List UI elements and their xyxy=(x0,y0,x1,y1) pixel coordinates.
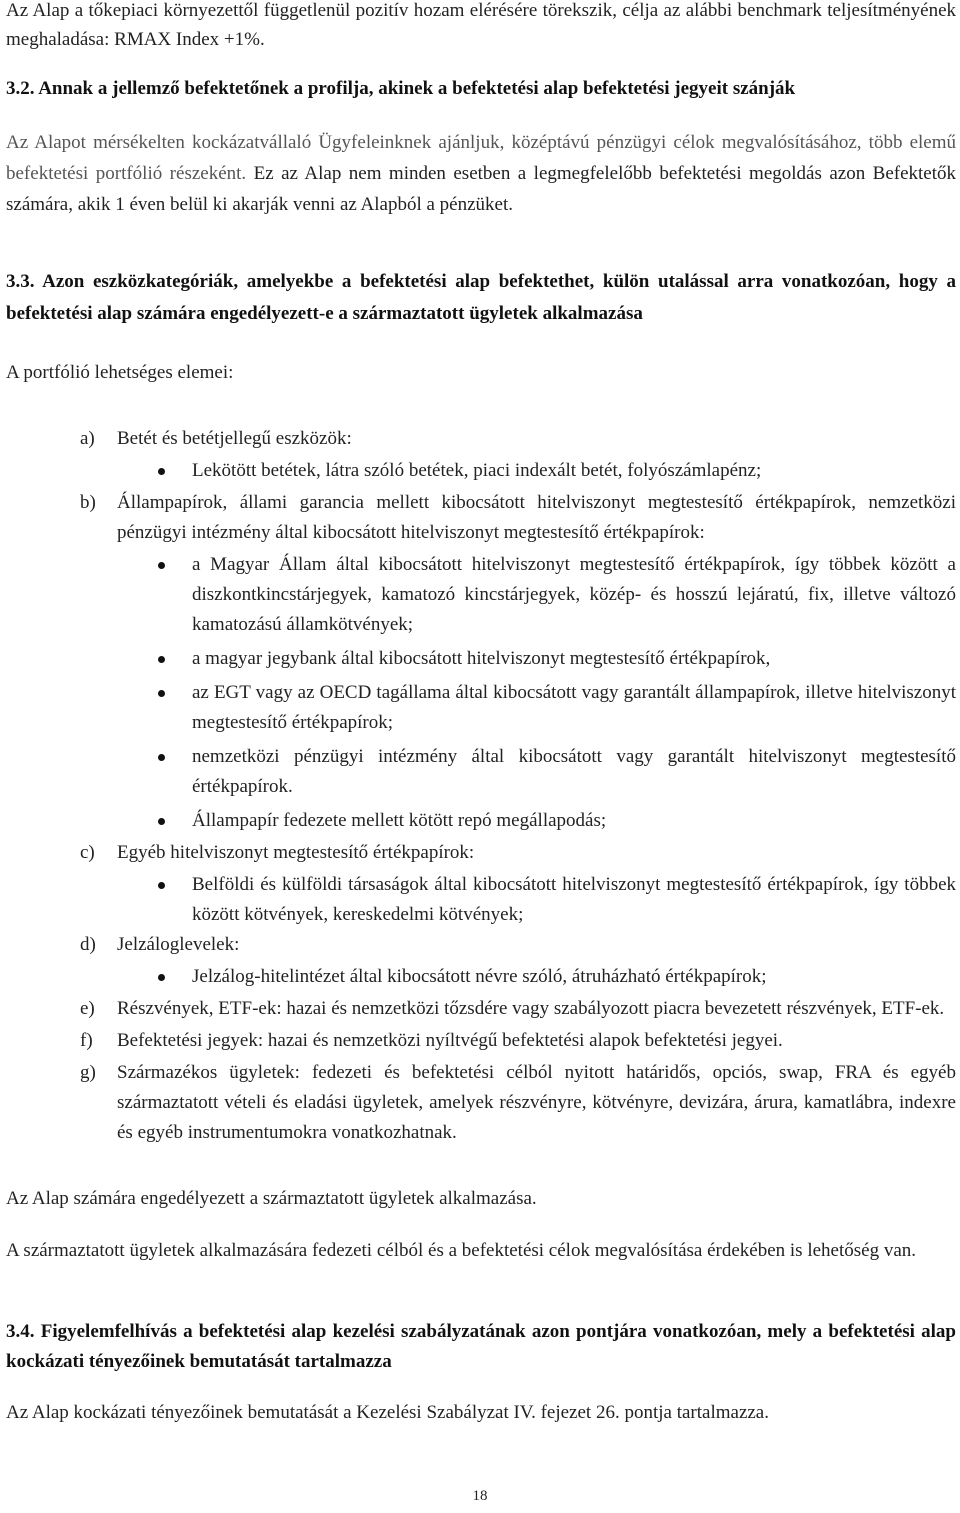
list-item-b xyxy=(6,488,956,548)
list-item-e xyxy=(6,994,956,1024)
list-item-text: Jelzáloglevelek: xyxy=(117,934,240,955)
list-item-d xyxy=(6,930,956,960)
section-3-2-heading: 3.2. Annak a jellemző befektetőnek a profilja, akinek a befektetési alap befektetési jegyeit szánják xyxy=(6,78,796,99)
bullet-text: nemzetközi pénzügyi intézmény által kibocsátott vagy garantált hitelviszonyt megtestesítő értékpapírok. xyxy=(192,746,956,797)
bullet-item xyxy=(6,806,956,836)
list-item-a xyxy=(6,424,956,454)
section-3-3-lead: A portfólió lehetséges elemei: xyxy=(6,362,234,383)
bullet-list-a xyxy=(6,456,956,486)
bullet-item xyxy=(6,870,956,930)
intro-paragraph: Az Alap a tőkepiaci környezettől függetlenül pozitív hozam elérésére törekszik, célja az alábbi benchmark teljesítményének meghaladása: RMAX Index +1%. xyxy=(6,0,956,50)
asset-category-list xyxy=(6,424,956,1148)
bullet-item xyxy=(6,962,956,992)
bullet-item xyxy=(6,644,956,674)
section-3-4-body: Az Alap kockázati tényezőinek bemutatását a Kezelési Szabályzat IV. fejezet 26. pontja tartalmazza. xyxy=(6,1402,769,1423)
list-item-c xyxy=(6,838,956,868)
bullet-text: a Magyar Állam által kibocsátott hitelviszonyt megtestesítő értékpapírok, így többek között a diszkontkincstárjegyek, kamatozó kincstárjegyek, közép- és hosszú lejáratú, fix, illetve változó kamatozású államkötvények; xyxy=(192,554,956,635)
bullet-text: Állampapír fedezete mellett kötött repó megállapodás; xyxy=(192,810,607,831)
list-item-text: Állampapírok, állami garancia mellett kibocsátott hitelviszonyt megtestesítő értékpapírok, nemzetközi pénzügyi intézmény által kibocsátott hitelviszonyt megtestesítő értékpapírok: xyxy=(117,492,956,543)
section-3-4-heading: 3.4. Figyelemfelhívás a befektetési alap kezelési szabályzatának azon pontjára vonatkozóan, mely a befektetési alap kockázati tényezőinek bemutatását tartalmazza xyxy=(6,1321,956,1372)
list-letter: d) xyxy=(80,934,96,955)
bullet-icon xyxy=(158,690,165,697)
bullet-list-c xyxy=(6,870,956,930)
bullet-item xyxy=(6,742,956,802)
list-letter: b) xyxy=(80,492,96,513)
section-3-2-body-light: Az Alapot mérsékelten kockázatvállaló Ügyfeleinknek ajánljuk, középtávú pénzügyi célok megvalósításához, több elemű befektetési portfólió részeként. xyxy=(6,132,956,184)
list-item-text: Egyéb hitelviszonyt megtestesítő értékpapírok: xyxy=(117,842,475,863)
list-item-text: Befektetési jegyek: hazai és nemzetközi nyíltvégű befektetési alapok befektetési jegyei. xyxy=(117,1030,783,1051)
bullet-text: Belföldi és külföldi társaságok által kibocsátott hitelviszonyt megtestesítő értékpapírok, így többek között kötvények, kereskedelmi kötvények; xyxy=(192,874,956,925)
list-item-g xyxy=(6,1058,956,1148)
section-3-3-heading: 3.3. Azon eszközkategóriák, amelyekbe a befektetési alap befektethet, külön utalással arra vonatkozóan, hogy a befektetési alap számára engedélyezett-e a származtatott ügyletek alkalmazása xyxy=(6,271,956,324)
list-letter: c) xyxy=(80,842,95,863)
list-letter: a) xyxy=(80,428,95,449)
list-item-text: Betét és betétjellegű eszközök: xyxy=(117,428,352,449)
list-letter: f) xyxy=(80,1030,93,1051)
list-letter: e) xyxy=(80,998,95,1019)
derivatives-allowed: Az Alap számára engedélyezett a származtatott ügyletek alkalmazása. xyxy=(6,1188,537,1209)
list-item-text: Részvények, ETF-ek: hazai és nemzetközi tőzsdére vagy szabályozott piacra bevezetett részvények, ETF-ek. xyxy=(117,998,945,1019)
bullet-icon xyxy=(158,754,165,761)
bullet-item xyxy=(6,678,956,738)
bullet-list-b xyxy=(6,550,956,836)
bullet-text: az EGT vagy az OECD tagállama által kibocsátott vagy garantált állampapírok, illetve hitelviszonyt megtestesítő értékpapírok; xyxy=(192,682,956,733)
bullet-icon xyxy=(158,468,165,475)
section-3-2-body-rest: Ez az Alap nem minden esetben a legmegfelelőbb befektetési megoldás azon Befektetők számára, akik 1 éven belül ki akarják venni az Alapból a pénzüket. xyxy=(6,163,956,215)
list-letter: g) xyxy=(80,1062,96,1083)
list-item-text: Származékos ügyletek: fedezeti és befektetési célból nyitott határidős, opciós, swap, FRA és egyéb származtatott vételi és eladási ügyletek, amelyek részvényre, kötvényre, devizára, árura, kamatlábra, indexre és egyéb instrumentumokra vonatkozhatnak. xyxy=(117,1062,956,1143)
bullet-icon xyxy=(158,974,165,981)
bullet-text: Lekötött betétek, látra szóló betétek, piaci indexált betét, folyószámlapénz; xyxy=(192,460,762,481)
bullet-item xyxy=(6,456,956,486)
bullet-icon xyxy=(158,562,165,569)
bullet-list-d xyxy=(6,962,956,992)
list-item-f xyxy=(6,1026,956,1056)
bullet-text: Jelzálog-hitelintézet által kibocsátott névre szóló, átruházható értékpapírok; xyxy=(192,966,767,987)
derivatives-purpose: A származtatott ügyletek alkalmazására fedezeti célból és a befektetési célok megvalósítása érdekében is lehetőség van. xyxy=(6,1240,917,1261)
bullet-text: a magyar jegybank által kibocsátott hitelviszonyt megtestesítő értékpapírok, xyxy=(192,648,771,669)
section-3-2-body xyxy=(6,127,956,220)
bullet-item xyxy=(6,550,956,640)
page-number: 18 xyxy=(472,1488,488,1504)
bullet-icon xyxy=(158,656,165,663)
bullet-icon xyxy=(158,882,165,889)
bullet-icon xyxy=(158,818,165,825)
